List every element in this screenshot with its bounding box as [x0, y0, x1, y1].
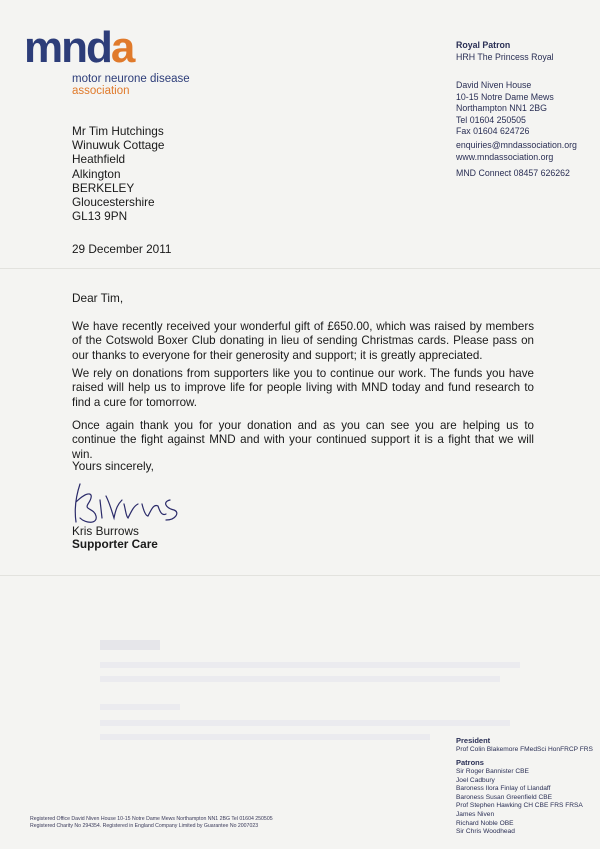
org-fax: Fax 01604 624726 [456, 126, 530, 136]
signer-title: Supporter Care [72, 537, 158, 551]
logo-mark-a: a [110, 23, 134, 72]
org-website: www.mndassociation.org [456, 151, 554, 162]
registered-office: Registered Office David Niven House 10-15 Notre Dame Mews Northampton NN1 2BG Tel 01604 250505 [30, 816, 273, 822]
show-through-text [100, 640, 530, 740]
mnd-logo [24, 23, 134, 72]
patrons-list [456, 768, 583, 837]
recipient-line: Heathfield [72, 152, 126, 167]
handwritten-signature [66, 478, 196, 530]
recipient-line: Gloucestershire [72, 195, 155, 210]
body-paragraph-2: We rely on donations from supporters like you to continue our work. The funds you have raised will help us to improve life for people living with MND today and fund research to find a cure for tomorrow. [72, 367, 534, 409]
patrons-label: Patrons [456, 758, 484, 767]
logo-mark-mnd: mnd [24, 23, 111, 72]
patron-name: Sir Roger Bannister CBE [456, 768, 529, 775]
recipient-line: BERKELEY [72, 180, 135, 195]
recipient-line: Mr Tim Hutchings [72, 124, 164, 138]
closing: Yours sincerely, [72, 459, 154, 473]
signer-name: Kris Burrows [72, 524, 139, 538]
body-paragraph-3: Once again thank you for your donation and as you can see you are helping us to continue the fight against MND and with your continued support it is a fight that we will win. [72, 419, 534, 461]
royal-patron-label: Royal Patron [456, 40, 511, 50]
logo-tagline-2: association [72, 85, 130, 97]
patron-name: Baroness Susan Greenfield CBE [456, 793, 553, 801]
recipient-address [72, 124, 164, 223]
patron-name: James Niven [456, 810, 495, 818]
mnd-connect: MND Connect 08457 626262 [456, 168, 570, 178]
royal-patron-name: HRH The Princess Royal [456, 52, 554, 62]
recipient-line: Alkington [72, 166, 121, 181]
org-email: enquiries@mndassociation.org [456, 140, 577, 150]
org-phone: Tel 01604 250505 [456, 114, 526, 125]
patron-name: Prof Stephen Hawking CH CBE FRS FRSA [456, 802, 583, 810]
org-address-line: 10-15 Notre Dame Mews [456, 91, 554, 102]
president-name: Prof Colin Blakemore FMedSci HonFRCP FRS [456, 746, 593, 753]
patron-name: Richard Noble OBE [456, 819, 514, 827]
registered-charity: Registered Charity No 294354. Registered in England Company Limited by Guarantee No 2007023 [30, 823, 259, 829]
paper-fold-line [0, 268, 600, 269]
recipient-line: Winuwuk Cottage [72, 138, 165, 153]
salutation: Dear Tim, [72, 291, 124, 305]
paper-fold-line [0, 575, 600, 576]
patron-name: Joel Cadbury [456, 776, 495, 784]
letter-date: 29 December 2011 [72, 242, 172, 256]
body-paragraph-1: We have recently received your wonderful gift of £650.00, which was raised by members of the Cotswold Boxer Club donating in lieu of sending Christmas cards. Please pass on our thanks to everyone for their generosity and support; it is greatly appreciated. [72, 320, 534, 362]
patron-name: Sir Chris Woodhead [456, 828, 515, 836]
recipient-line: GL13 9PN [72, 209, 128, 224]
org-address [456, 80, 554, 138]
org-address-line: David Niven House [456, 80, 532, 90]
patron-name: Baroness Ilora Finlay of Llandaff [456, 785, 551, 793]
logo-tagline-1: motor neurone disease [72, 73, 190, 85]
org-address-line: Northampton NN1 2BG [456, 103, 547, 113]
president-label: President [456, 736, 491, 745]
